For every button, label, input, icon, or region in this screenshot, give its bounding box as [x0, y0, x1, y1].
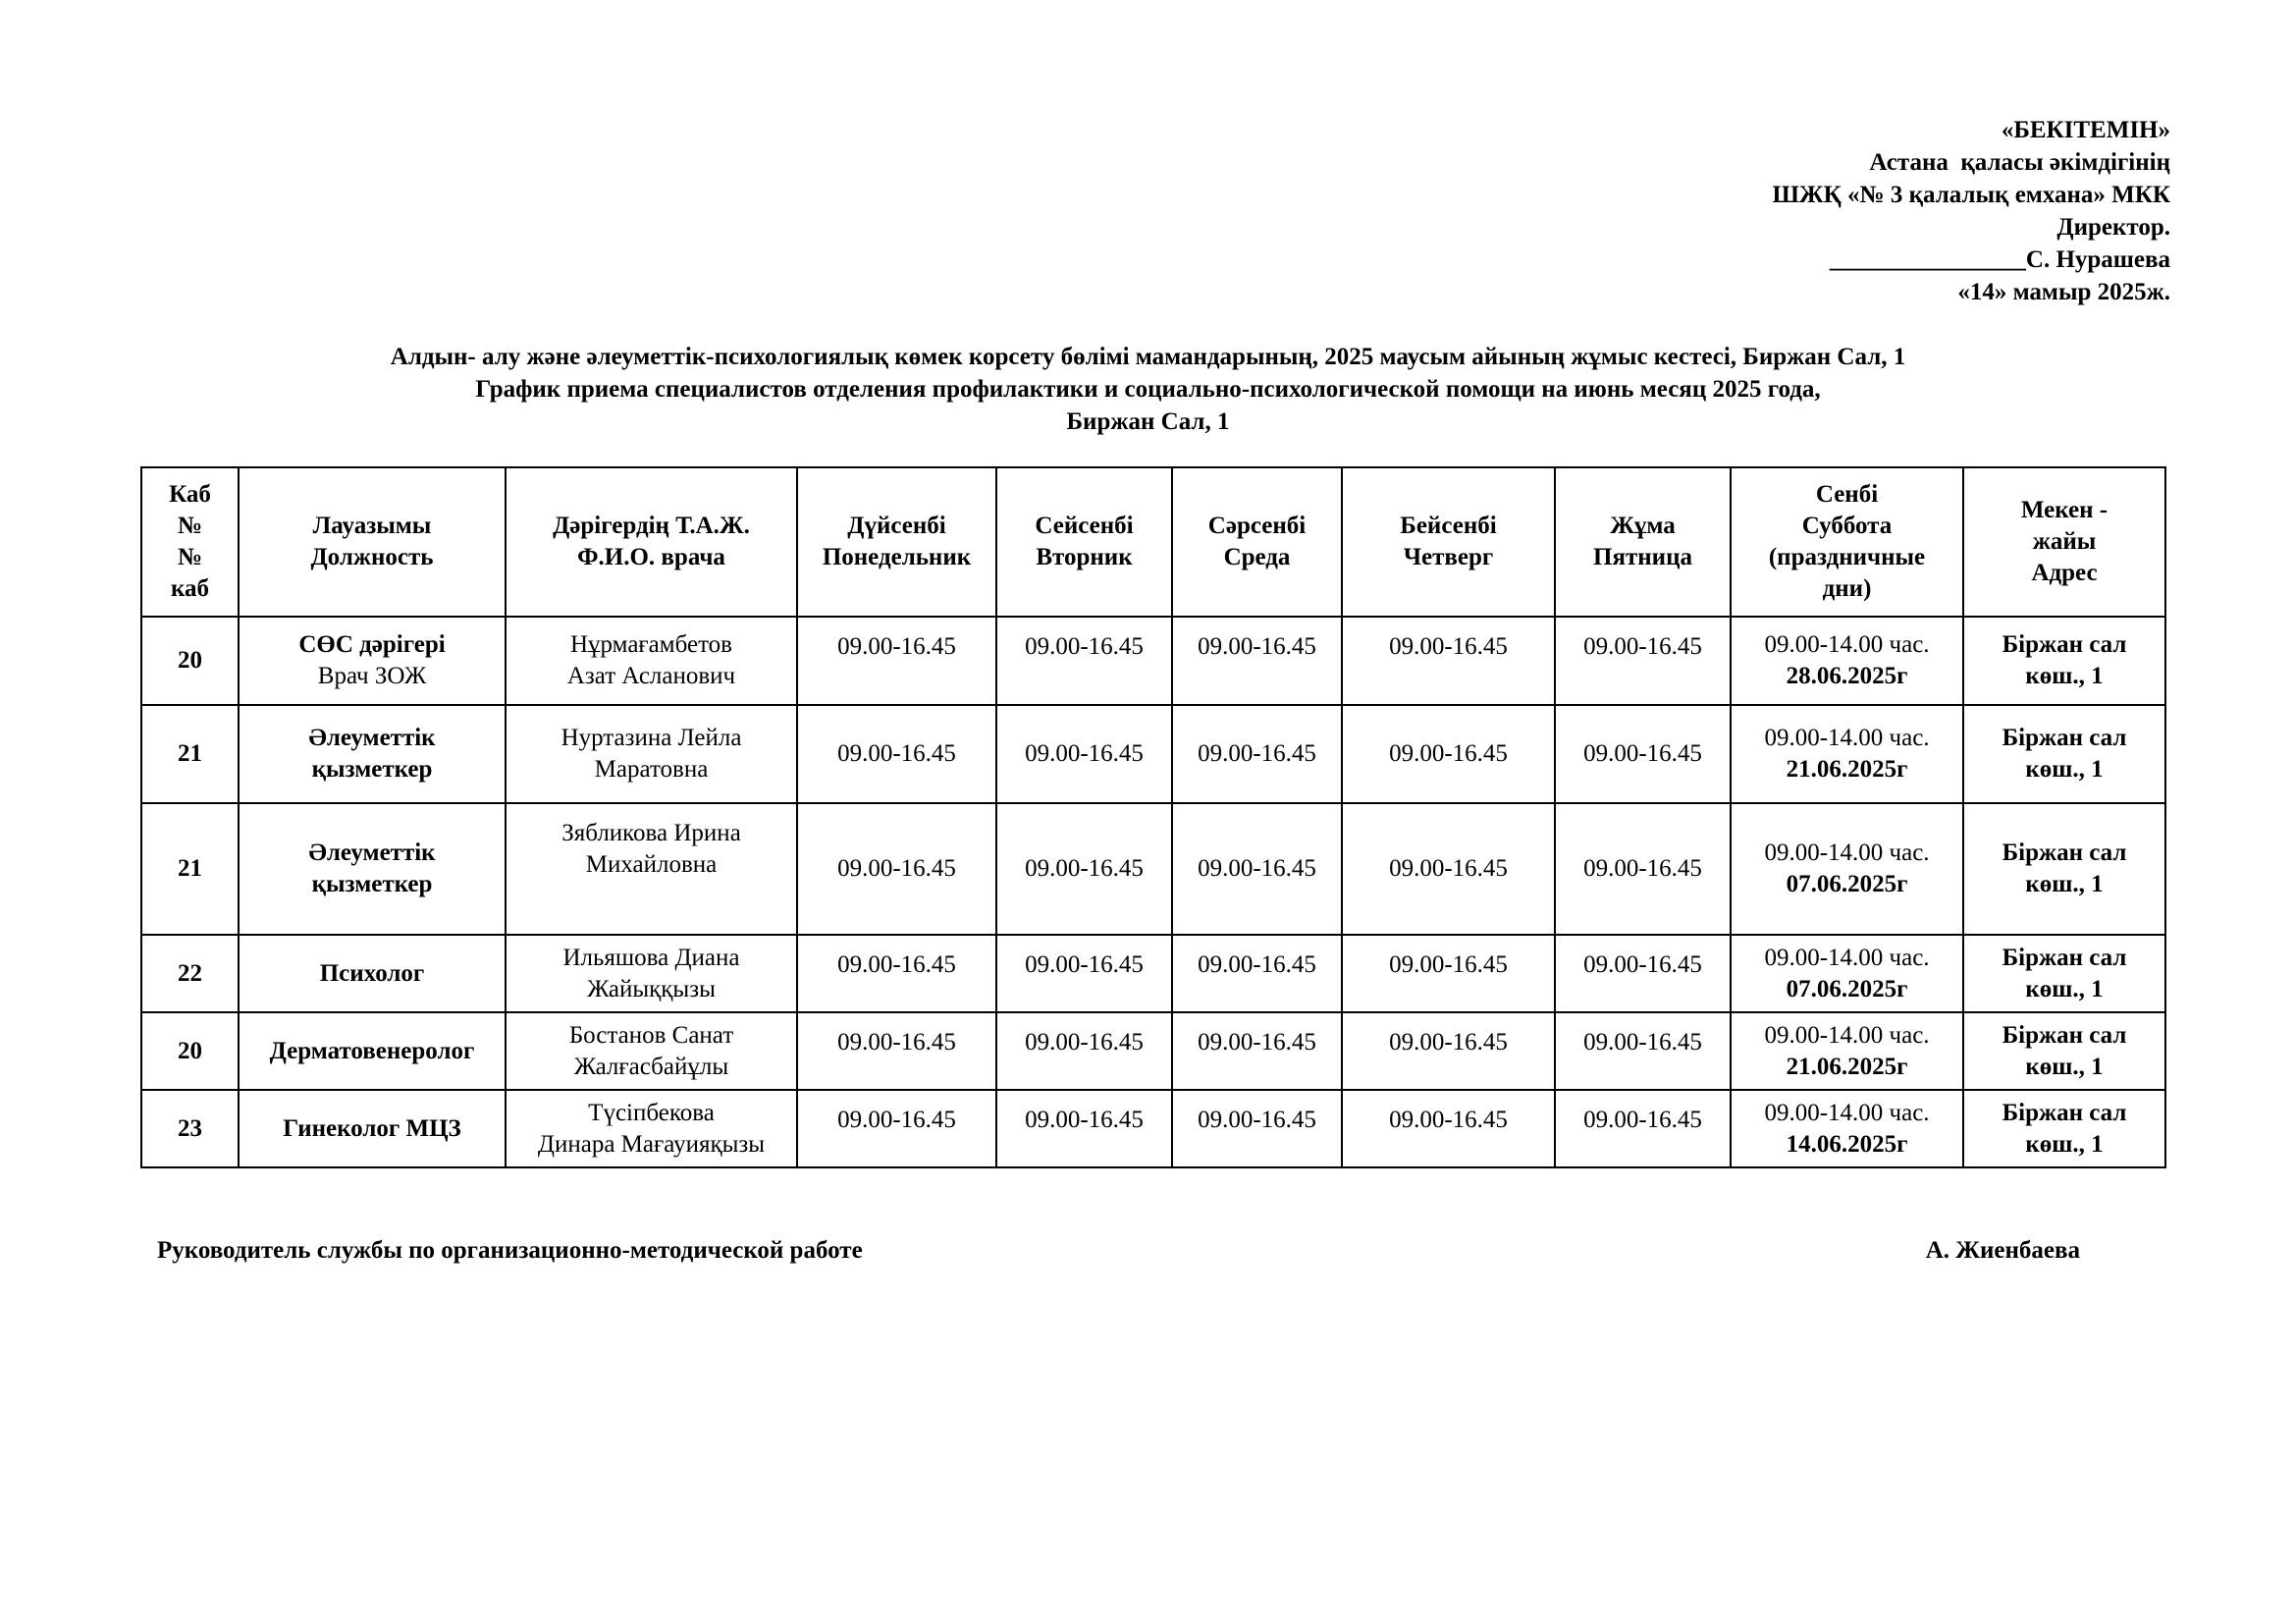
- friday-hours: 09.00-16.45: [1555, 1012, 1731, 1090]
- wednesday-hours: 09.00-16.45: [1172, 803, 1342, 935]
- header-thursday: Бейсенбі Четверг: [1342, 467, 1555, 617]
- approval-line: «БЕКІТЕМІН»: [2001, 117, 2170, 143]
- address-cell: Біржан сал көш., 1: [1963, 935, 2165, 1012]
- approval-line: ________________С. Нурашева: [1829, 246, 2170, 273]
- saturday-hours: 09.00-14.00 час. 21.06.2025г: [1731, 1012, 1963, 1090]
- footer-name: А. Жиенбаева: [1925, 1237, 2080, 1264]
- wednesday-hours: 09.00-16.45: [1172, 1012, 1342, 1090]
- cab-number: 22: [141, 935, 239, 1012]
- monday-hours: 09.00-16.45: [797, 1012, 996, 1090]
- thursday-hours: 09.00-16.45: [1342, 705, 1555, 803]
- friday-hours: 09.00-16.45: [1555, 803, 1731, 935]
- address-cell: Біржан сал көш., 1: [1963, 1012, 2165, 1090]
- tuesday-hours: 09.00-16.45: [996, 1012, 1172, 1090]
- header-tuesday: Сейсенбі Вторник: [996, 467, 1172, 617]
- saturday-hours: 09.00-14.00 час. 07.06.2025г: [1731, 935, 1963, 1012]
- approval-block: [1772, 114, 2170, 308]
- doctor-name: Зябликова Ирина Михайловна: [506, 803, 797, 935]
- thursday-hours: 09.00-16.45: [1342, 935, 1555, 1012]
- approval-line: Директор.: [2056, 214, 2170, 241]
- thursday-hours: 09.00-16.45: [1342, 1090, 1555, 1167]
- thursday-hours: 09.00-16.45: [1342, 617, 1555, 705]
- doctor-name: Бостанов Санат Жалғасбайұлы: [506, 1012, 797, 1090]
- friday-hours: 09.00-16.45: [1555, 935, 1731, 1012]
- position-cell: Әлеуметтік қызметкер: [239, 803, 506, 935]
- header-wednesday: Сәрсенбі Среда: [1172, 467, 1342, 617]
- monday-hours: 09.00-16.45: [797, 705, 996, 803]
- address-cell: Біржан сал көш., 1: [1963, 705, 2165, 803]
- cab-number: 21: [141, 705, 239, 803]
- position-cell: Гинеколог МЦЗ: [239, 1090, 506, 1167]
- schedule-table: [140, 466, 2166, 1168]
- tuesday-hours: 09.00-16.45: [996, 705, 1172, 803]
- position-cell: Әлеуметтік қызметкер: [239, 705, 506, 803]
- table-row: [141, 935, 2165, 1012]
- title-kk: Алдын- алу және әлеуметтік-психологиялық көмек корсету бөлімі мамандарының, 2025 маусым айының жұмыс кестесі, Биржан Сал, 1: [390, 344, 1906, 370]
- cab-number: 21: [141, 803, 239, 935]
- address-cell: Біржан сал көш., 1: [1963, 1090, 2165, 1167]
- cab-number: 20: [141, 1012, 239, 1090]
- thursday-hours: 09.00-16.45: [1342, 803, 1555, 935]
- monday-hours: 09.00-16.45: [797, 935, 996, 1012]
- cab-number: 23: [141, 1090, 239, 1167]
- tuesday-hours: 09.00-16.45: [996, 935, 1172, 1012]
- table-row: [141, 803, 2165, 935]
- header-monday: Дүйсенбі Понедельник: [797, 467, 996, 617]
- friday-hours: 09.00-16.45: [1555, 1090, 1731, 1167]
- table-row: [141, 1090, 2165, 1167]
- thursday-hours: 09.00-16.45: [1342, 1012, 1555, 1090]
- doctor-name: Нуртазина Лейла Маратовна: [506, 705, 797, 803]
- saturday-hours: 09.00-14.00 час. 28.06.2025г: [1731, 617, 1963, 705]
- wednesday-hours: 09.00-16.45: [1172, 935, 1342, 1012]
- monday-hours: 09.00-16.45: [797, 1090, 996, 1167]
- wednesday-hours: 09.00-16.45: [1172, 1090, 1342, 1167]
- doctor-name: Нұрмағамбетов Азат Асланович: [506, 617, 797, 705]
- table-row: [141, 705, 2165, 803]
- header-address: Мекен - жайы Адрес: [1963, 467, 2165, 617]
- position-cell: Дерматовенеролог: [239, 1012, 506, 1090]
- doctor-name: Ильяшова Диана Жайыққызы: [506, 935, 797, 1012]
- table-row: [141, 617, 2165, 705]
- header-position: Лауазымы Должность: [239, 467, 506, 617]
- monday-hours: 09.00-16.45: [797, 617, 996, 705]
- approval-line: Астана қаласы әкімдігінің: [1869, 149, 2170, 176]
- header-saturday: Сенбі Суббота (праздничные дни): [1731, 467, 1963, 617]
- saturday-hours: 09.00-14.00 час. 21.06.2025г: [1731, 705, 1963, 803]
- table-header-row: [141, 467, 2165, 617]
- wednesday-hours: 09.00-16.45: [1172, 705, 1342, 803]
- address-cell: Біржан сал көш., 1: [1963, 803, 2165, 935]
- approval-line: ШЖҚ «№ 3 қалалық емхана» МКК: [1772, 182, 2170, 208]
- monday-hours: 09.00-16.45: [797, 803, 996, 935]
- approval-line: «14» мамыр 2025ж.: [1957, 279, 2170, 305]
- header-friday: Жұма Пятница: [1555, 467, 1731, 617]
- saturday-hours: 09.00-14.00 час. 07.06.2025г: [1731, 803, 1963, 935]
- header-doctor: Дәрігердің Т.А.Ж. Ф.И.О. врача: [506, 467, 797, 617]
- title-ru-line1: График приема специалистов отделения профилактики и социально-психологической помощи на июнь месяц 2025 года,: [475, 376, 1821, 403]
- friday-hours: 09.00-16.45: [1555, 705, 1731, 803]
- doctor-name: Түсіпбекова Динара Мағауияқызы: [506, 1090, 797, 1167]
- wednesday-hours: 09.00-16.45: [1172, 617, 1342, 705]
- table-row: [141, 1012, 2165, 1090]
- saturday-hours: 09.00-14.00 час. 14.06.2025г: [1731, 1090, 1963, 1167]
- tuesday-hours: 09.00-16.45: [996, 1090, 1172, 1167]
- document-title: [0, 341, 2296, 438]
- tuesday-hours: 09.00-16.45: [996, 803, 1172, 935]
- header-cab: Каб № № каб: [141, 467, 239, 617]
- footer-role: Руководитель службы по организационно-методической работе: [157, 1237, 863, 1264]
- friday-hours: 09.00-16.45: [1555, 617, 1731, 705]
- cab-number: 20: [141, 617, 239, 705]
- title-ru-line2: Биржан Сал, 1: [1066, 408, 1230, 435]
- position-cell: Психолог: [239, 935, 506, 1012]
- address-cell: Біржан сал көш., 1: [1963, 617, 2165, 705]
- position-cell: СӨС дәрігері Врач ЗОЖ: [239, 617, 506, 705]
- tuesday-hours: 09.00-16.45: [996, 617, 1172, 705]
